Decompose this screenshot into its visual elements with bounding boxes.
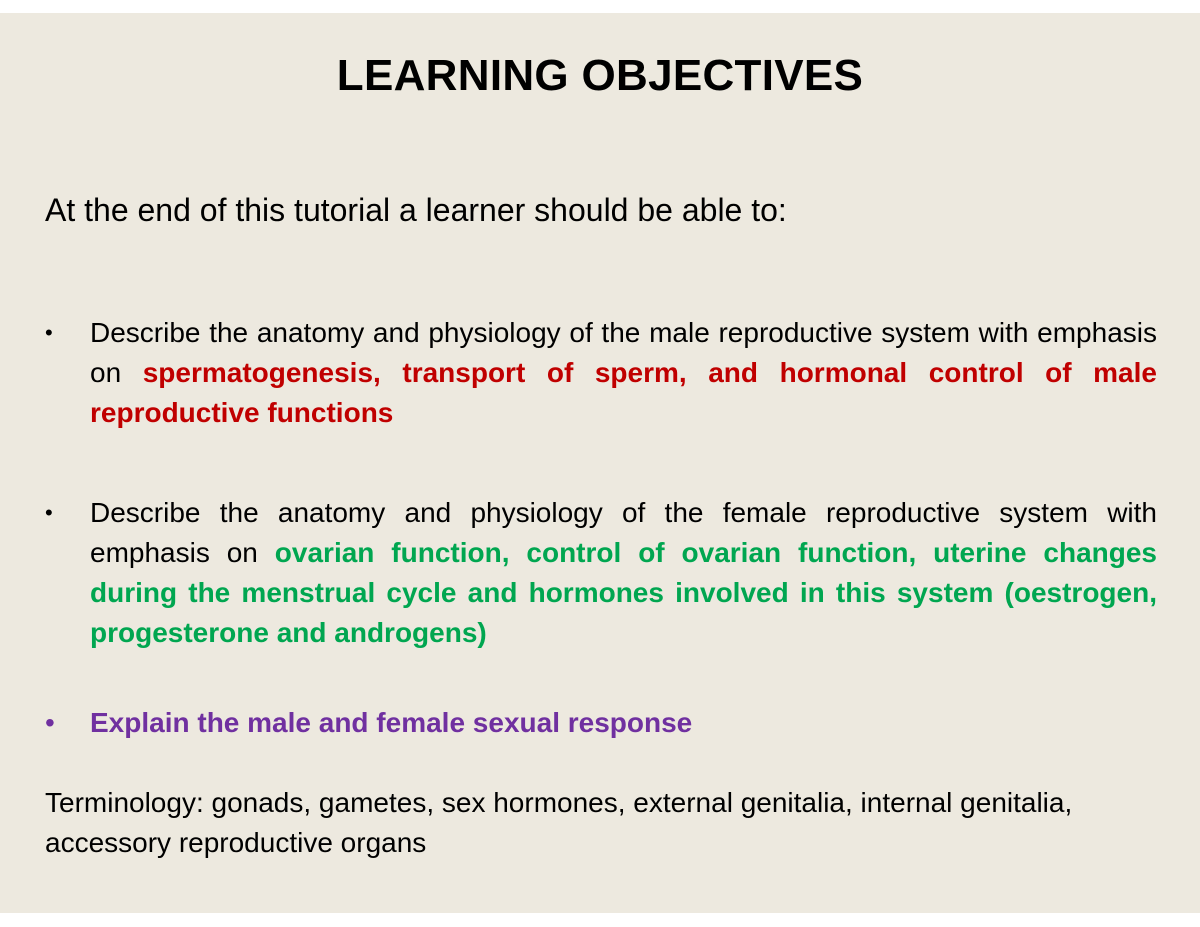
slide-title: LEARNING OBJECTIVES [336,51,864,100]
objective-text [90,493,1157,653]
objective-emphasis-text: ovarian function, control of ovarian function, uterine changes during the menstrual cycle and hormones involved in this system (oestrogen, progesterone and androgens) [90,537,1157,648]
objective-item-sexual-response [45,703,1157,743]
terminology-text: Terminology: gonads, gametes, sex hormones, external genitalia, internal genitalia, accessory reproductive organs [45,787,1073,858]
objective-emphasis-text: Explain the male and female sexual response [90,707,693,738]
objective-item-female [45,493,1157,653]
bullet-icon: • [45,500,53,525]
objective-plain-text: Describe the anatomy and physiology of the female reproductive system with emphasis on [90,497,1157,568]
bullet-icon: • [45,707,55,738]
objective-text [90,313,1157,433]
objective-item-male [45,313,1157,433]
slide [0,13,1200,913]
objective-plain-text: Describe the anatomy and physiology of the male reproductive system with emphasis on [90,317,1157,388]
objective-emphasis-text: spermatogenesis, transport of sperm, and hormonal control of male reproductive functions [90,357,1157,428]
intro-text: At the end of this tutorial a learner should be able to: [45,192,787,228]
objective-text [90,703,1157,743]
bullet-icon: • [45,320,53,345]
